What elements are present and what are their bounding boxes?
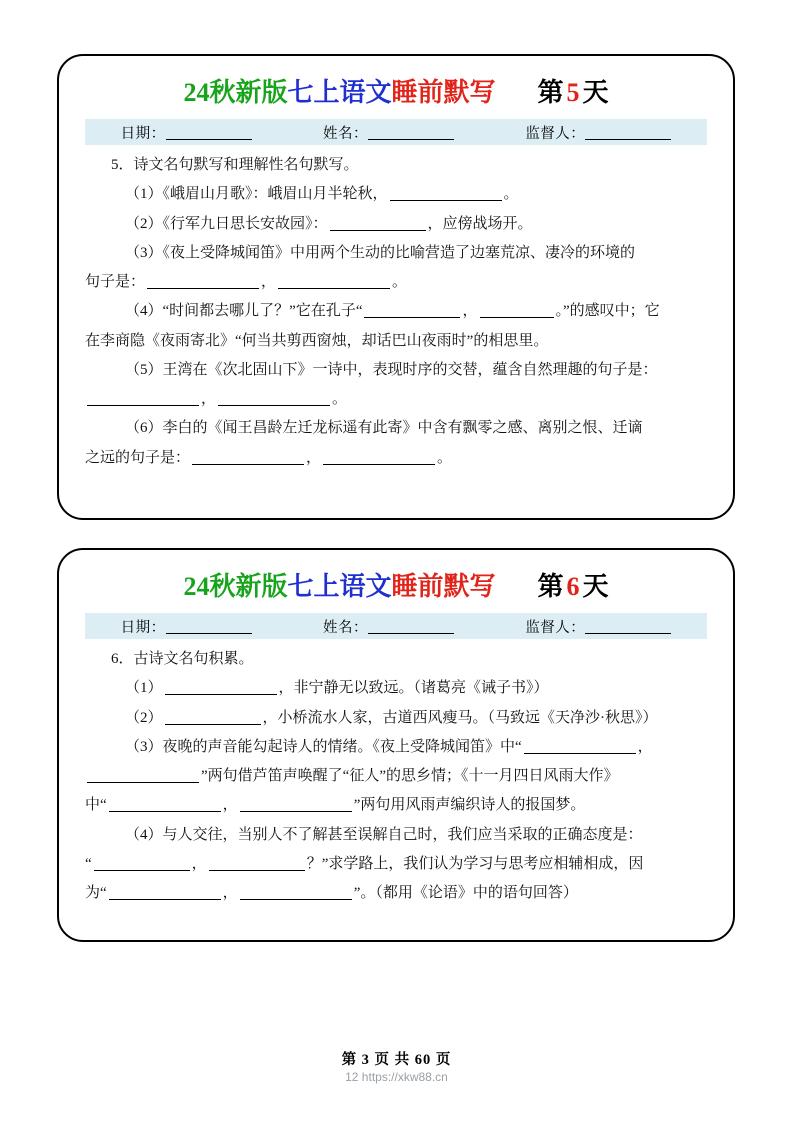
worksheet-card-day5 <box>57 54 735 520</box>
supervisor-field-day5[interactable] <box>525 122 671 143</box>
answer-blank[interactable] <box>87 768 199 783</box>
title-day-number: 6 <box>566 572 580 601</box>
q6-4-quote-open: “ <box>85 855 92 872</box>
question-5-3-line1 <box>85 239 707 268</box>
question-6-4-line3: 为“ ， ”。（都用《论语》中的语句回答） <box>85 885 578 901</box>
q6-3-tail: ”两句用风雨声编织诗人的报国梦。 <box>353 797 586 814</box>
question-6-3-line3: 中“ ， ”两句用风雨声编织诗人的报国梦。 <box>85 797 586 814</box>
answer-blank[interactable] <box>218 391 330 406</box>
date-blank[interactable] <box>166 619 252 634</box>
q5-6-tail: 。 <box>437 449 453 466</box>
question-5-4-line1: （4）“时间都去哪儿了？”它在孔子“ ， 。”的感叹中；它 <box>125 303 660 320</box>
info-bar-day5 <box>85 119 707 145</box>
answer-blank[interactable] <box>165 710 261 725</box>
name-blank[interactable] <box>368 619 454 634</box>
answer-blank[interactable] <box>390 186 502 201</box>
q5-6-text2: 之远的句子是： <box>85 449 191 466</box>
q5-5-tail: 。 <box>332 391 348 407</box>
question-6-2 <box>85 704 707 733</box>
name-label: 姓名： <box>322 619 368 636</box>
answer-blank[interactable] <box>109 885 221 900</box>
answer-blank[interactable] <box>364 303 460 318</box>
question-5-3-line2: 句子是： ， 。 <box>85 274 408 290</box>
answer-blank[interactable] <box>147 274 259 289</box>
page-footer <box>0 1048 793 1084</box>
title-day-suffix: 天 <box>582 78 609 107</box>
question-5-6-line1: （6）李白的《闻王昌龄左迁龙标遥有此寄》中含有飘零之感、离别之恨、迁谪 <box>125 420 643 437</box>
answer-blank[interactable] <box>524 739 636 754</box>
answer-blank[interactable] <box>323 450 435 465</box>
title-day-prefix: 第 <box>537 572 564 601</box>
answer-blank[interactable] <box>330 216 426 231</box>
q5-3-tail: 。 <box>392 274 408 290</box>
answer-blank[interactable] <box>209 856 305 871</box>
answer-blank[interactable] <box>87 391 199 406</box>
supervisor-blank[interactable] <box>585 125 671 140</box>
answer-blank[interactable] <box>165 680 277 695</box>
question-heading-5: 5．诗文名句默写和理解性名句默写。 <box>111 157 359 173</box>
q5-3-text2: 句子是： <box>85 274 146 290</box>
title-day-prefix: 第 <box>537 78 564 107</box>
info-bar-day6 <box>85 613 707 639</box>
q5-2-text: （2）《行军九日思长安故园》： <box>125 215 328 232</box>
name-field-day6[interactable] <box>323 616 454 637</box>
supervisor-label: 监督人： <box>525 619 586 636</box>
question-6-4-line2: “ ， ？”求学路上，我们认为学习与思考应相辅相成，因 <box>85 855 644 872</box>
title-year: 24 <box>183 78 210 107</box>
question-6-3-line1: （3）夜晚的声音能勾起诗人的情绪。《夜上受降城闻笛》中“ ， <box>125 738 653 755</box>
date-field-day5[interactable] <box>121 122 252 143</box>
title-year: 24 <box>183 572 210 601</box>
card-title-day6 <box>59 550 733 609</box>
title-autumn: 秋新版 <box>209 78 288 107</box>
q6-1-tail: ，非宁静无以致远。（诸葛亮《诫子书》） <box>278 680 549 697</box>
question-5-6-line2: 之远的句子是： ， 。 <box>85 449 453 466</box>
question-6-1 <box>85 674 707 703</box>
answer-blank[interactable] <box>480 303 554 318</box>
watermark-url: 12 https://xkw88.cn <box>345 1070 448 1084</box>
q5-1-tail: 。 <box>503 186 519 203</box>
date-label: 日期： <box>120 125 166 142</box>
q6-2-text: （2） <box>125 709 163 726</box>
name-blank[interactable] <box>368 125 454 140</box>
q6-1-text: （1） <box>125 680 163 697</box>
question-5-5-line2: ， 。 <box>85 385 707 414</box>
q6-3-text3: 中“ <box>85 797 107 814</box>
q5-4-tail: 。”的感叹中；它 <box>555 303 660 320</box>
q6-3-text: （3）夜晚的声音能勾起诗人的情绪。《夜上受降城闻笛》中“ <box>125 738 522 755</box>
question-5-4-line2: 在李商隐《夜雨寄北》“何当共剪西窗烛，却话巴山夜雨时”的相思里。 <box>85 332 549 349</box>
q6-4-tail: ”。（都用《论语》中的语句回答） <box>353 885 578 901</box>
q5-1-text: （1）《峨眉山月歌》：峨眉山月半轮秋， <box>125 186 388 203</box>
card-body-day6 <box>59 639 733 908</box>
card-body-day5 <box>59 145 733 473</box>
name-field-day5[interactable] <box>323 122 454 143</box>
question-5-1 <box>85 180 707 209</box>
question-5-5-line1: （5）王湾在《次北固山下》一诗中，表现时序的交替，蕴含自然理趣的句子是： <box>125 361 658 378</box>
name-label: 姓名： <box>322 125 368 142</box>
title-day-number: 5 <box>566 78 580 107</box>
title-day-suffix: 天 <box>582 572 609 601</box>
question-5-2 <box>85 210 707 239</box>
question-6-3-line2 <box>85 762 707 791</box>
supervisor-label: 监督人： <box>525 125 586 142</box>
supervisor-field-day6[interactable] <box>525 616 671 637</box>
q6-2-tail: ，小桥流水人家，古道西风瘦马。（马致远《天净沙·秋思》） <box>262 709 658 726</box>
q5-2-tail: ，应傍战场开。 <box>427 215 533 232</box>
answer-blank[interactable] <box>278 274 390 289</box>
title-task: 睡前默写 <box>391 78 496 107</box>
supervisor-blank[interactable] <box>585 619 671 634</box>
card-title-day5 <box>59 56 733 115</box>
answer-blank[interactable] <box>240 797 352 812</box>
q6-4-text3: 为“ <box>85 885 107 901</box>
q6-3-text2: ”两句借芦笛声唤醒了“征人”的思乡情；《十一月四日风雨大作》 <box>201 768 619 784</box>
page-number: 第 3 页 共 60 页 <box>341 1052 452 1068</box>
answer-blank[interactable] <box>192 450 304 465</box>
q5-4-text: （4）“时间都去哪儿了？”它在孔子“ <box>125 303 363 320</box>
answer-blank[interactable] <box>240 885 352 900</box>
q6-4-mid: ？”求学路上，我们认为学习与思考应相辅相成，因 <box>306 855 644 872</box>
answer-blank[interactable] <box>109 797 221 812</box>
date-field-day6[interactable] <box>121 616 252 637</box>
date-blank[interactable] <box>166 125 252 140</box>
title-subject: 七上语文 <box>287 78 392 107</box>
worksheet-card-day6 <box>57 548 735 942</box>
question-6-4-line1: （4）与人交往，当别人不了解甚至误解自己时，我们应当采取的正确态度是： <box>125 826 643 843</box>
date-label: 日期： <box>120 619 166 636</box>
answer-blank[interactable] <box>94 856 190 871</box>
question-heading-6: 6．古诗文名句积累。 <box>111 651 254 667</box>
title-task: 睡前默写 <box>391 572 496 601</box>
title-autumn: 秋新版 <box>209 572 288 601</box>
q5-3-text: （3）《夜上受降城闻笛》中用两个生动的比喻营造了边塞荒凉、凄冷的环境的 <box>125 244 636 261</box>
title-subject: 七上语文 <box>287 572 392 601</box>
